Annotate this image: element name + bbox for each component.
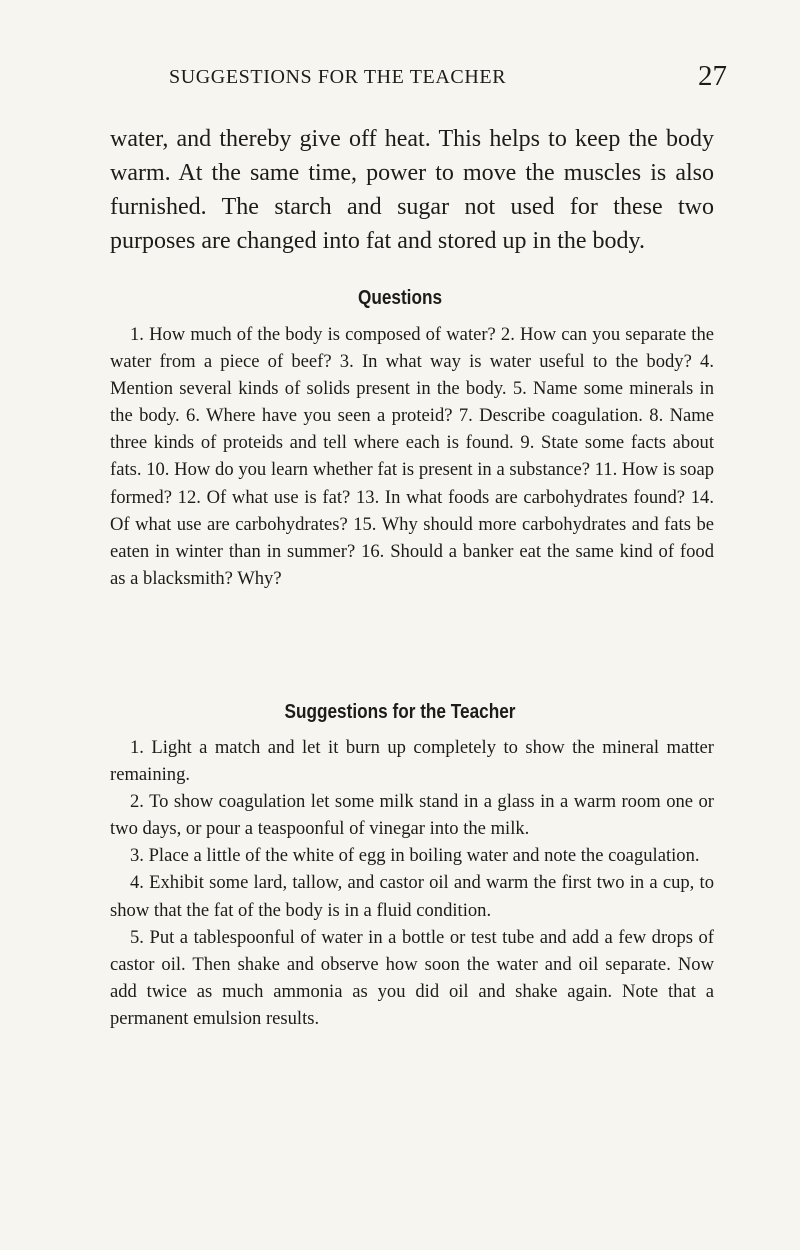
- questions-text: 1. How much of the body is composed of water? 2. How can you separate the water from a piece of beef? 3. In what way is water useful to the body? 4. Mention several kinds of solids present in the body. 5. Name some minerals in the body. 6. Where have you seen a proteid? 7. Describe coagulation. 8. Name three kinds of proteids and tell where each is found. 9. State some facts about fats. 10. How do you learn whether fat is present in a substance? 11. How is soap formed? 12. Of what use is fat? 13. In what foods are carbohydrates found? 14. Of what use are carbohydrates? 15. Why should more carbohydrates and fats be eaten in winter than in summer? 16. Should a banker eat the same kind of food as a blacksmith? Why?: [110, 324, 714, 589]
- suggestions-list: [110, 734, 714, 1032]
- page-number: 27: [698, 60, 727, 92]
- suggestion-item: 3. Place a little of the white of egg in boiling water and note the coagulation.: [130, 845, 700, 867]
- suggestion-item: 5. Put a tablespoonful of water in a bottle or test tube and add a few drops of castor oil. Then shake and observe how soon the water and oil separate. Now add twice as much ammonia as you did oil and shake again. Note that a permanent emulsion results.: [110, 926, 714, 1029]
- suggestion-item: 4. Exhibit some lard, tallow, and castor oil and warm the first two in a cup, to show that the fat of the body is in a fluid condition.: [110, 872, 714, 921]
- running-head: SUGGESTIONS FOR THE TEACHER: [169, 66, 507, 88]
- suggestions-heading: Suggestions for the Teacher: [284, 701, 516, 723]
- suggestion-item: 1. Light a match and let it burn up completely to show the mineral matter remaining.: [110, 737, 714, 786]
- suggestion-item: 2. To show coagulation let some milk stand in a glass in a warm room one or two days, or pour a teaspoonful of vinegar into the milk.: [110, 791, 714, 840]
- questions-heading: Questions: [357, 287, 443, 309]
- body-paragraph: water, and thereby give off heat. This helps to keep the body warm. At the same time, power to move the muscles is also furnished. The starch and sugar not used for these two purposes are changed into fat and stored up in the body.: [110, 126, 714, 254]
